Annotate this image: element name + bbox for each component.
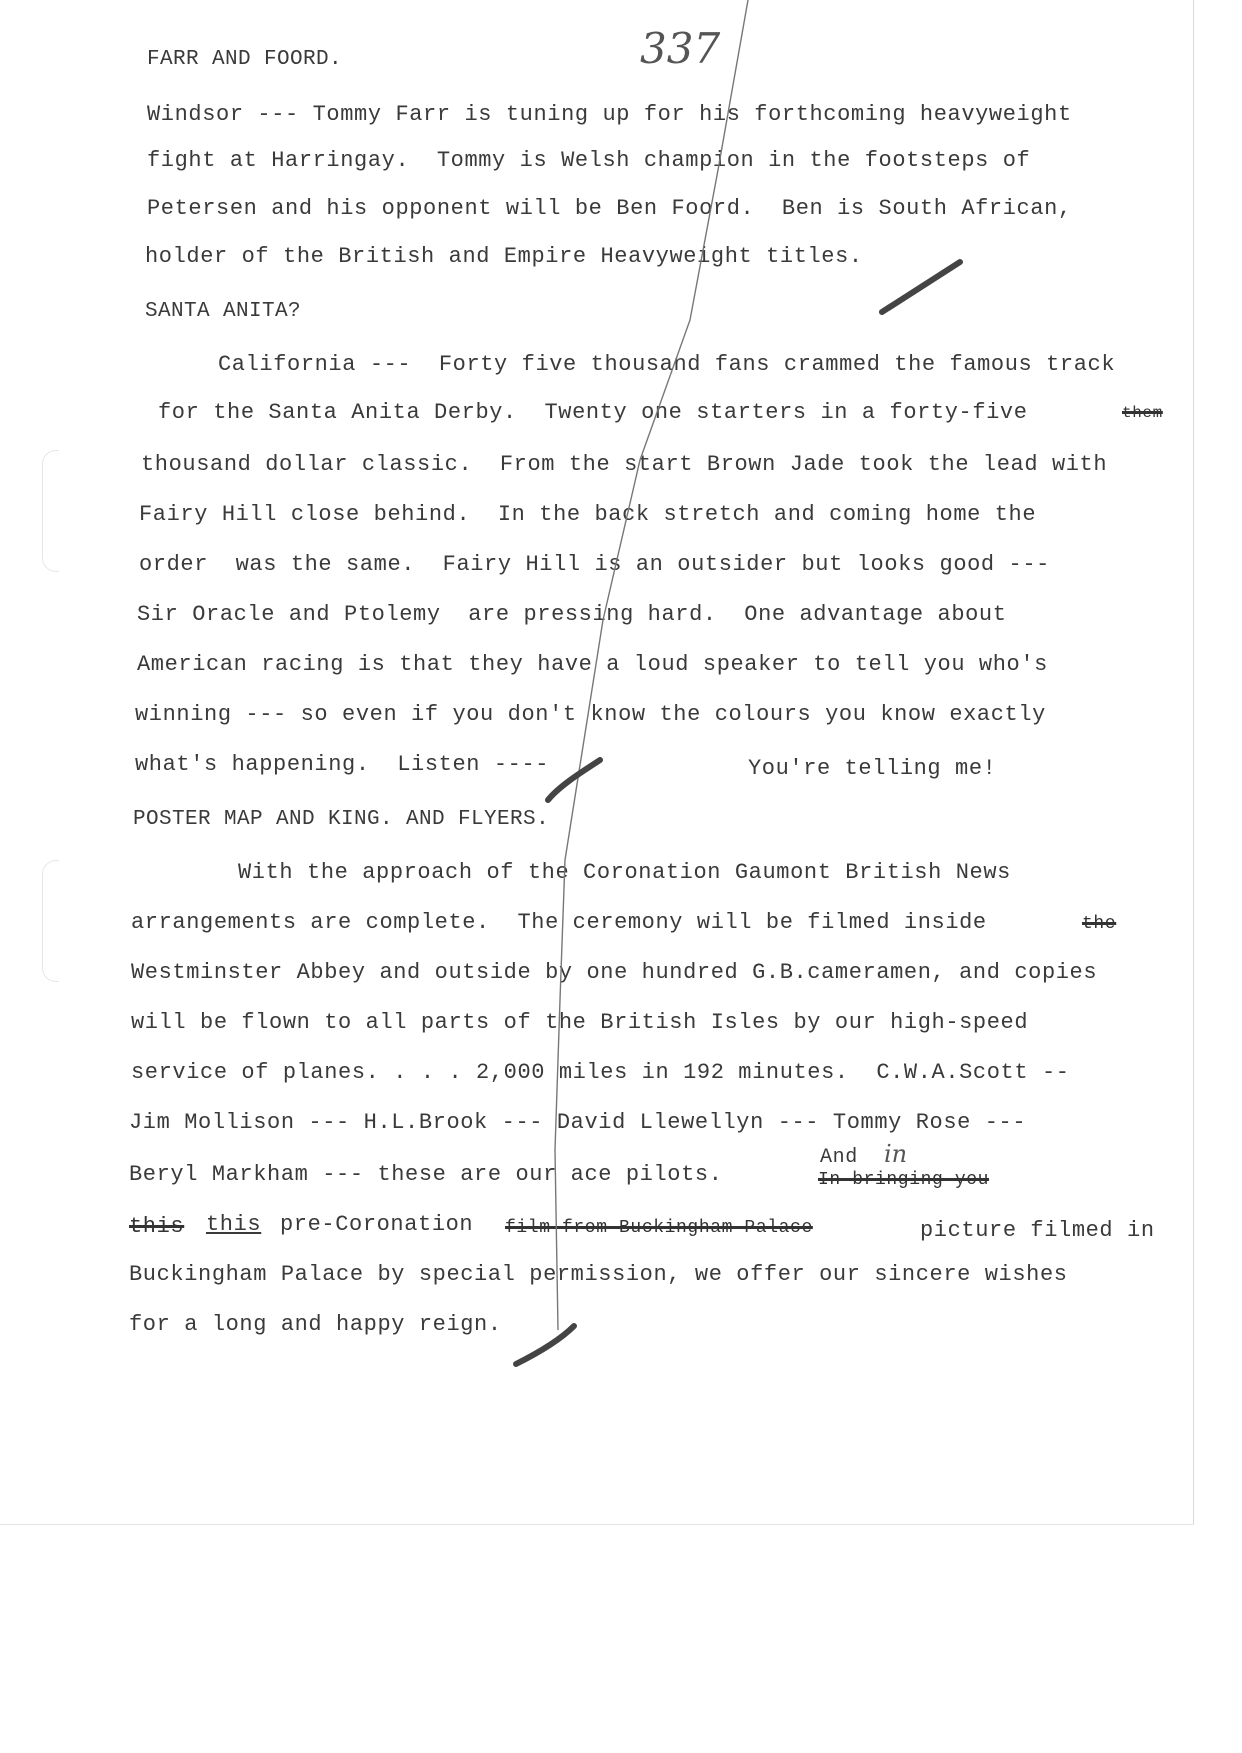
text-line: Westminster Abbey and outside by one hundred G.B.cameramen, and copies: [131, 960, 1098, 985]
text-line: Petersen and his opponent will be Ben Foord. Ben is South African,: [147, 196, 1072, 221]
text-line: winning --- so even if you don't know the colours you know exactly: [135, 702, 1046, 727]
text-line: Jim Mollison --- H.L.Brook --- David Llewellyn --- Tommy Rose ---: [129, 1110, 1027, 1135]
section-heading-poster-map: POSTER MAP AND KING. AND FLYERS.: [133, 808, 550, 831]
text-line: order was the same. Fairy Hill is an outsider but looks good ---: [139, 552, 1050, 577]
handwritten-insertion-in: in: [884, 1140, 908, 1168]
text-line: will be flown to all parts of the British Isles by our high-speed: [131, 1010, 1029, 1035]
text-line: what's happening. Listen ----: [135, 752, 550, 777]
text-line: American racing is that they have a loud speaker to tell you who's: [137, 652, 1048, 677]
sheet-edge-right: [1193, 0, 1194, 1525]
text-line: arrangements are complete. The ceremony will be filmed inside: [131, 910, 987, 935]
struck-word: the: [1082, 914, 1117, 934]
punch-hole-mark: [42, 860, 59, 982]
text-line: for a long and happy reign.: [129, 1312, 502, 1337]
inserted-word-and: And: [820, 1146, 858, 1169]
text-line: picture filmed in: [920, 1218, 1155, 1243]
text-line: Windsor --- Tommy Farr is tuning up for his forthcoming heavyweight: [147, 102, 1072, 127]
pencil-scribble: [516, 1326, 574, 1364]
page-number: 337: [640, 24, 721, 73]
text-line: California --- Forty five thousand fans crammed the famous track: [218, 352, 1116, 377]
sheet-edge-bottom: [0, 1524, 1194, 1525]
pencil-scribble: [548, 760, 600, 800]
struck-word: this: [129, 1214, 185, 1239]
punch-hole-mark: [42, 450, 59, 572]
text-line: Buckingham Palace by special permission, we offer our sincere wishes: [129, 1262, 1068, 1287]
struck-word: them: [1122, 404, 1163, 422]
text-line: Beryl Markham --- these are our ace pilots.: [129, 1162, 723, 1187]
text-line: With the approach of the Coronation Gaumont British News: [238, 860, 1011, 885]
text-line: Sir Oracle and Ptolemy are pressing hard. One advantage about: [137, 602, 1007, 627]
text-line: holder of the British and Empire Heavyweight titles.: [145, 244, 863, 269]
text-line: service of planes. . . . 2,000 miles in 192 minutes. C.W.A.Scott --: [131, 1060, 1070, 1085]
text-line: pre-Coronation: [280, 1212, 474, 1237]
struck-phrase: In bringing you: [818, 1170, 990, 1190]
struck-phrase: film from Buckingham Palace: [505, 1218, 813, 1238]
text-line: thousand dollar classic. From the start Brown Jade took the lead with: [141, 452, 1108, 477]
pencil-scribble: [882, 262, 960, 312]
text-line: fight at Harringay. Tommy is Welsh champion in the footsteps of: [147, 148, 1031, 173]
underlined-word-this: this: [206, 1212, 262, 1237]
section-heading-santa-anita: SANTA ANITA?: [145, 300, 302, 323]
text-line: for the Santa Anita Derby. Twenty one starters in a forty-five: [158, 400, 1028, 425]
section-heading-farr-foord: FARR AND FOORD.: [147, 48, 343, 71]
text-line: You're telling me!: [748, 756, 997, 781]
text-line: Fairy Hill close behind. In the back stretch and coming home the: [139, 502, 1037, 527]
